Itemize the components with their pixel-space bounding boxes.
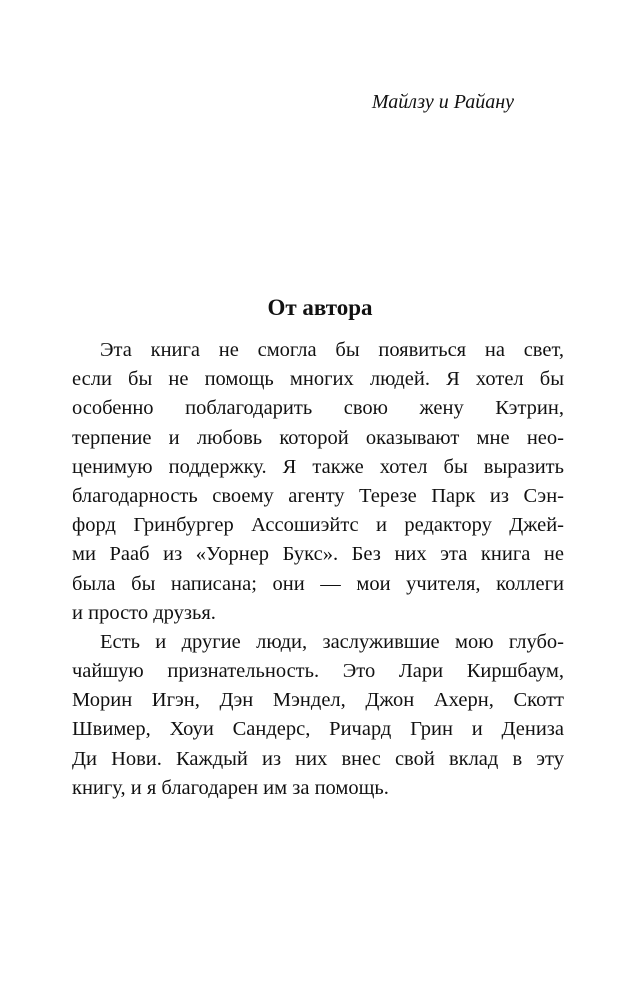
text-line: если бы не помощь многих людей. Я хотел бы [72, 368, 564, 391]
text-line: Морин Игэн, Дэн Мэндел, Джон Ахерн, Скотт [72, 689, 564, 712]
text-line: была бы написана; они — мои учителя, коллеги [72, 572, 564, 595]
body-text [72, 336, 564, 803]
text-line: форд Гринбургер Ассошиэйтс и редактору Джей- [72, 514, 564, 537]
text-line: Ди Нови. Каждый из них внес свой вклад в эту [72, 747, 564, 770]
text-line: Швимер, Хоуи Сандерс, Ричард Грин и Дениза [72, 718, 564, 741]
paragraph [72, 628, 564, 803]
text-line: особенно поблагодарить свою жену Кэтрин, [72, 397, 564, 420]
text-line: книгу, и я благодарен им за помощь. [72, 776, 389, 799]
section-title: От автора [267, 295, 373, 320]
paragraph [72, 336, 564, 628]
text-line: ми Рааб из «Уорнер Букс». Без них эта книга не [72, 543, 564, 566]
text-line: чайшую признательность. Это Лари Киршбаум, [72, 660, 564, 683]
dedication: Майлзу и Райану [371, 91, 514, 113]
text-line: ценимую поддержку. Я также хотел бы выразить [72, 455, 564, 478]
text-line: Эта книга не смогла бы появиться на свет, [100, 339, 564, 361]
text-line: Есть и другие люди, заслужившие мою глубо- [100, 630, 564, 653]
text-line: и просто друзья. [72, 601, 216, 624]
text-line: терпение и любовь которой оказывают мне нео- [72, 426, 564, 449]
text-line: благодарность своему агенту Терезе Парк из Сэн- [72, 484, 564, 507]
